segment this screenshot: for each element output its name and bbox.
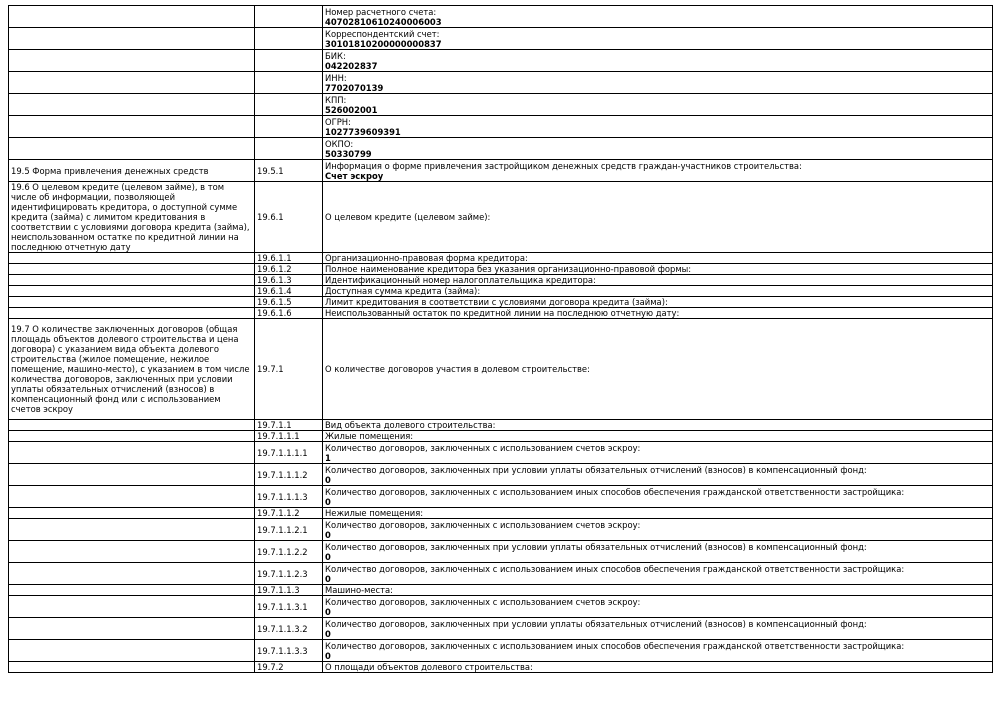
section-label bbox=[9, 464, 255, 486]
table-row bbox=[9, 541, 993, 563]
item-content bbox=[323, 563, 993, 585]
item-code: 19.5.1 bbox=[255, 160, 323, 182]
item-code: 19.7.1 bbox=[255, 319, 323, 420]
item-content bbox=[323, 464, 993, 486]
section-label bbox=[9, 116, 255, 138]
item-content bbox=[323, 182, 993, 253]
table-row bbox=[9, 519, 993, 541]
item-content bbox=[323, 442, 993, 464]
item-content bbox=[323, 508, 993, 519]
section-label bbox=[9, 585, 255, 596]
item-text: ОГРН: bbox=[325, 116, 351, 127]
item-content bbox=[323, 541, 993, 563]
item-content bbox=[323, 6, 993, 28]
item-text: Количество договоров, заключенных с использованием счетов эскроу: bbox=[325, 596, 641, 607]
section-label bbox=[9, 563, 255, 585]
section-label bbox=[9, 264, 255, 275]
table-row bbox=[9, 585, 993, 596]
item-code: 19.6.1.2 bbox=[255, 264, 323, 275]
item-code: 19.7.1.1.2.1 bbox=[255, 519, 323, 541]
item-text: Количество договоров, заключенных с использованием иных способов обеспечения гражданской ответственности застройщика: bbox=[325, 563, 905, 574]
item-code: 19.7.1.1.1.1 bbox=[255, 442, 323, 464]
item-content bbox=[323, 640, 993, 662]
section-label bbox=[9, 508, 255, 519]
item-value: 0 bbox=[325, 474, 331, 485]
section-label: 19.5 Форма привлечения денежных средств bbox=[9, 160, 255, 182]
item-content bbox=[323, 264, 993, 275]
section-label bbox=[9, 28, 255, 50]
item-code: 19.6.1.6 bbox=[255, 308, 323, 319]
item-value: 0 bbox=[325, 496, 331, 507]
item-text: Доступная сумма кредита (займа): bbox=[325, 286, 481, 296]
item-content bbox=[323, 618, 993, 640]
table-row bbox=[9, 50, 993, 72]
item-value: 30101810200000000837 bbox=[325, 38, 442, 49]
section-label bbox=[9, 72, 255, 94]
item-value: 0 bbox=[325, 573, 331, 584]
table-row bbox=[9, 662, 993, 673]
table-row bbox=[9, 431, 993, 442]
item-content bbox=[323, 138, 993, 160]
item-content bbox=[323, 50, 993, 72]
item-content bbox=[323, 275, 993, 286]
section-label bbox=[9, 286, 255, 297]
item-content bbox=[323, 253, 993, 264]
item-text: Машино-места: bbox=[325, 585, 393, 595]
item-content bbox=[323, 596, 993, 618]
section-label bbox=[9, 138, 255, 160]
section-label bbox=[9, 442, 255, 464]
item-code bbox=[255, 116, 323, 138]
item-content bbox=[323, 297, 993, 308]
item-value: 526002001 bbox=[325, 104, 378, 115]
item-code bbox=[255, 138, 323, 160]
table-row bbox=[9, 640, 993, 662]
table-row bbox=[9, 94, 993, 116]
table-row bbox=[9, 286, 993, 297]
section-label bbox=[9, 420, 255, 431]
section-label bbox=[9, 50, 255, 72]
item-value: 0 bbox=[325, 606, 331, 617]
item-code: 19.7.1.1.3.2 bbox=[255, 618, 323, 640]
section-label bbox=[9, 640, 255, 662]
section-label bbox=[9, 308, 255, 319]
item-value: 0 bbox=[325, 529, 331, 540]
item-text: Вид объекта долевого строительства: bbox=[325, 420, 496, 430]
section-label bbox=[9, 253, 255, 264]
item-text: Номер расчетного счета: bbox=[325, 6, 437, 17]
item-code: 19.7.1.1.3.3 bbox=[255, 640, 323, 662]
table-row bbox=[9, 442, 993, 464]
item-text: Количество договоров, заключенных при условии уплаты обязательных отчислений (взносов) в компенсационный фонд: bbox=[325, 464, 867, 475]
item-text: О количестве договоров участия в долевом строительстве: bbox=[325, 364, 590, 374]
item-code: 19.7.1.1.2 bbox=[255, 508, 323, 519]
disclosure-table bbox=[8, 5, 993, 673]
item-text: Полное наименование кредитора без указания организационно-правовой формы: bbox=[325, 264, 692, 274]
item-content bbox=[323, 116, 993, 138]
table-row bbox=[9, 275, 993, 286]
table-row bbox=[9, 464, 993, 486]
table-row bbox=[9, 116, 993, 138]
item-code: 19.7.1.1.2.3 bbox=[255, 563, 323, 585]
item-text: КПП: bbox=[325, 94, 347, 105]
section-label bbox=[9, 275, 255, 286]
item-value: 50330799 bbox=[325, 148, 372, 159]
item-text: Лимит кредитования в соответствии с условиями договора кредита (займа): bbox=[325, 297, 668, 307]
item-text: Корреспондентский счет: bbox=[325, 28, 440, 39]
item-code bbox=[255, 94, 323, 116]
section-label bbox=[9, 662, 255, 673]
item-text: Количество договоров, заключенных при условии уплаты обязательных отчислений (взносов) в компенсационный фонд: bbox=[325, 618, 867, 629]
item-value: 7702070139 bbox=[325, 82, 384, 93]
item-code: 19.7.1.1.1.3 bbox=[255, 486, 323, 508]
item-text: Количество договоров, заключенных с использованием иных способов обеспечения гражданской ответственности застройщика: bbox=[325, 486, 905, 497]
item-code bbox=[255, 6, 323, 28]
item-text: Идентификационный номер налогоплательщика кредитора: bbox=[325, 275, 596, 285]
section-label: 19.6 О целевом кредите (целевом займе), в том числе об информации, позволяющей идентифицировать кредитора, о доступной сумме кредита (займа) с лимитом кредитования в соответствии с условиями договора кредита (займа), неиспользованном остатке по кредитной линии на последнюю отчетную дату bbox=[9, 182, 255, 253]
section-label bbox=[9, 541, 255, 563]
table-row bbox=[9, 6, 993, 28]
item-text: Количество договоров, заключенных с использованием счетов эскроу: bbox=[325, 519, 641, 530]
table-row bbox=[9, 297, 993, 308]
item-code: 19.7.1.1.1 bbox=[255, 431, 323, 442]
table-row bbox=[9, 486, 993, 508]
item-text: ОКПО: bbox=[325, 138, 354, 149]
table-row bbox=[9, 508, 993, 519]
section-label bbox=[9, 431, 255, 442]
item-code bbox=[255, 72, 323, 94]
table-row bbox=[9, 308, 993, 319]
item-text: Нежилые помещения: bbox=[325, 508, 424, 518]
table-row bbox=[9, 596, 993, 618]
section-label bbox=[9, 486, 255, 508]
item-text: Количество договоров, заключенных с использованием счетов эскроу: bbox=[325, 442, 641, 453]
section-label bbox=[9, 6, 255, 28]
item-content bbox=[323, 319, 993, 420]
item-value: 1027739609391 bbox=[325, 126, 401, 137]
section-label bbox=[9, 596, 255, 618]
item-content bbox=[323, 585, 993, 596]
item-code: 19.6.1.5 bbox=[255, 297, 323, 308]
item-code: 19.6.1.1 bbox=[255, 253, 323, 264]
item-content bbox=[323, 286, 993, 297]
section-label bbox=[9, 519, 255, 541]
item-text: ИНН: bbox=[325, 72, 347, 83]
section-label bbox=[9, 297, 255, 308]
item-value: 0 bbox=[325, 650, 331, 661]
item-text: БИК: bbox=[325, 50, 346, 61]
item-code: 19.7.1.1.2.2 bbox=[255, 541, 323, 563]
table-row bbox=[9, 138, 993, 160]
item-code bbox=[255, 28, 323, 50]
item-code: 19.6.1.4 bbox=[255, 286, 323, 297]
item-value: 1 bbox=[325, 452, 331, 463]
item-code: 19.7.1.1.1.2 bbox=[255, 464, 323, 486]
item-code: 19.6.1 bbox=[255, 182, 323, 253]
item-code bbox=[255, 50, 323, 72]
table-row bbox=[9, 253, 993, 264]
item-text: О площади объектов долевого строительства: bbox=[325, 662, 533, 672]
item-content bbox=[323, 519, 993, 541]
table-row bbox=[9, 160, 993, 182]
table-row bbox=[9, 319, 993, 420]
table-row bbox=[9, 28, 993, 50]
table-row bbox=[9, 182, 993, 253]
item-content bbox=[323, 420, 993, 431]
item-text: Организационно-правовая форма кредитора: bbox=[325, 253, 528, 263]
item-code: 19.7.1.1 bbox=[255, 420, 323, 431]
item-code: 19.7.2 bbox=[255, 662, 323, 673]
item-content bbox=[323, 94, 993, 116]
section-label bbox=[9, 618, 255, 640]
item-text: Количество договоров, заключенных при условии уплаты обязательных отчислений (взносов) в компенсационный фонд: bbox=[325, 541, 867, 552]
item-value: 0 bbox=[325, 628, 331, 639]
item-value: 0 bbox=[325, 551, 331, 562]
item-value: 042202837 bbox=[325, 60, 378, 71]
table-row bbox=[9, 420, 993, 431]
item-content bbox=[323, 28, 993, 50]
item-code: 19.6.1.3 bbox=[255, 275, 323, 286]
item-text: Количество договоров, заключенных с использованием иных способов обеспечения гражданской ответственности застройщика: bbox=[325, 640, 905, 651]
item-code: 19.7.1.1.3 bbox=[255, 585, 323, 596]
item-content bbox=[323, 72, 993, 94]
item-text: Жилые помещения: bbox=[325, 431, 414, 441]
table-row bbox=[9, 618, 993, 640]
item-content bbox=[323, 486, 993, 508]
item-content bbox=[323, 431, 993, 442]
item-content bbox=[323, 662, 993, 673]
table-row bbox=[9, 72, 993, 94]
section-label bbox=[9, 94, 255, 116]
item-value: 40702810610240006003 bbox=[325, 16, 442, 27]
item-code: 19.7.1.1.3.1 bbox=[255, 596, 323, 618]
item-text: Неиспользованный остаток по кредитной линии на последнюю отчетную дату: bbox=[325, 308, 680, 318]
item-content bbox=[323, 308, 993, 319]
table-row bbox=[9, 264, 993, 275]
item-content bbox=[323, 160, 993, 182]
section-label: 19.7 О количестве заключенных договоров (общая площадь объектов долевого строительства и цена договора) с указанием вида объекта долевого строительства (жилое помещение, нежилое помещение, машино-место), с указанием в том числе количества договоров, заключенных при условии уплаты обязательных отчислений (взносов) в компенсационный фонд или с использованием счетов эскроу bbox=[9, 319, 255, 420]
item-value: Счет эскроу bbox=[325, 170, 384, 181]
item-text: Информация о форме привлечения застройщиком денежных средств граждан-участников строительства: bbox=[325, 160, 802, 171]
table-row bbox=[9, 563, 993, 585]
item-text: О целевом кредите (целевом займе): bbox=[325, 212, 491, 222]
